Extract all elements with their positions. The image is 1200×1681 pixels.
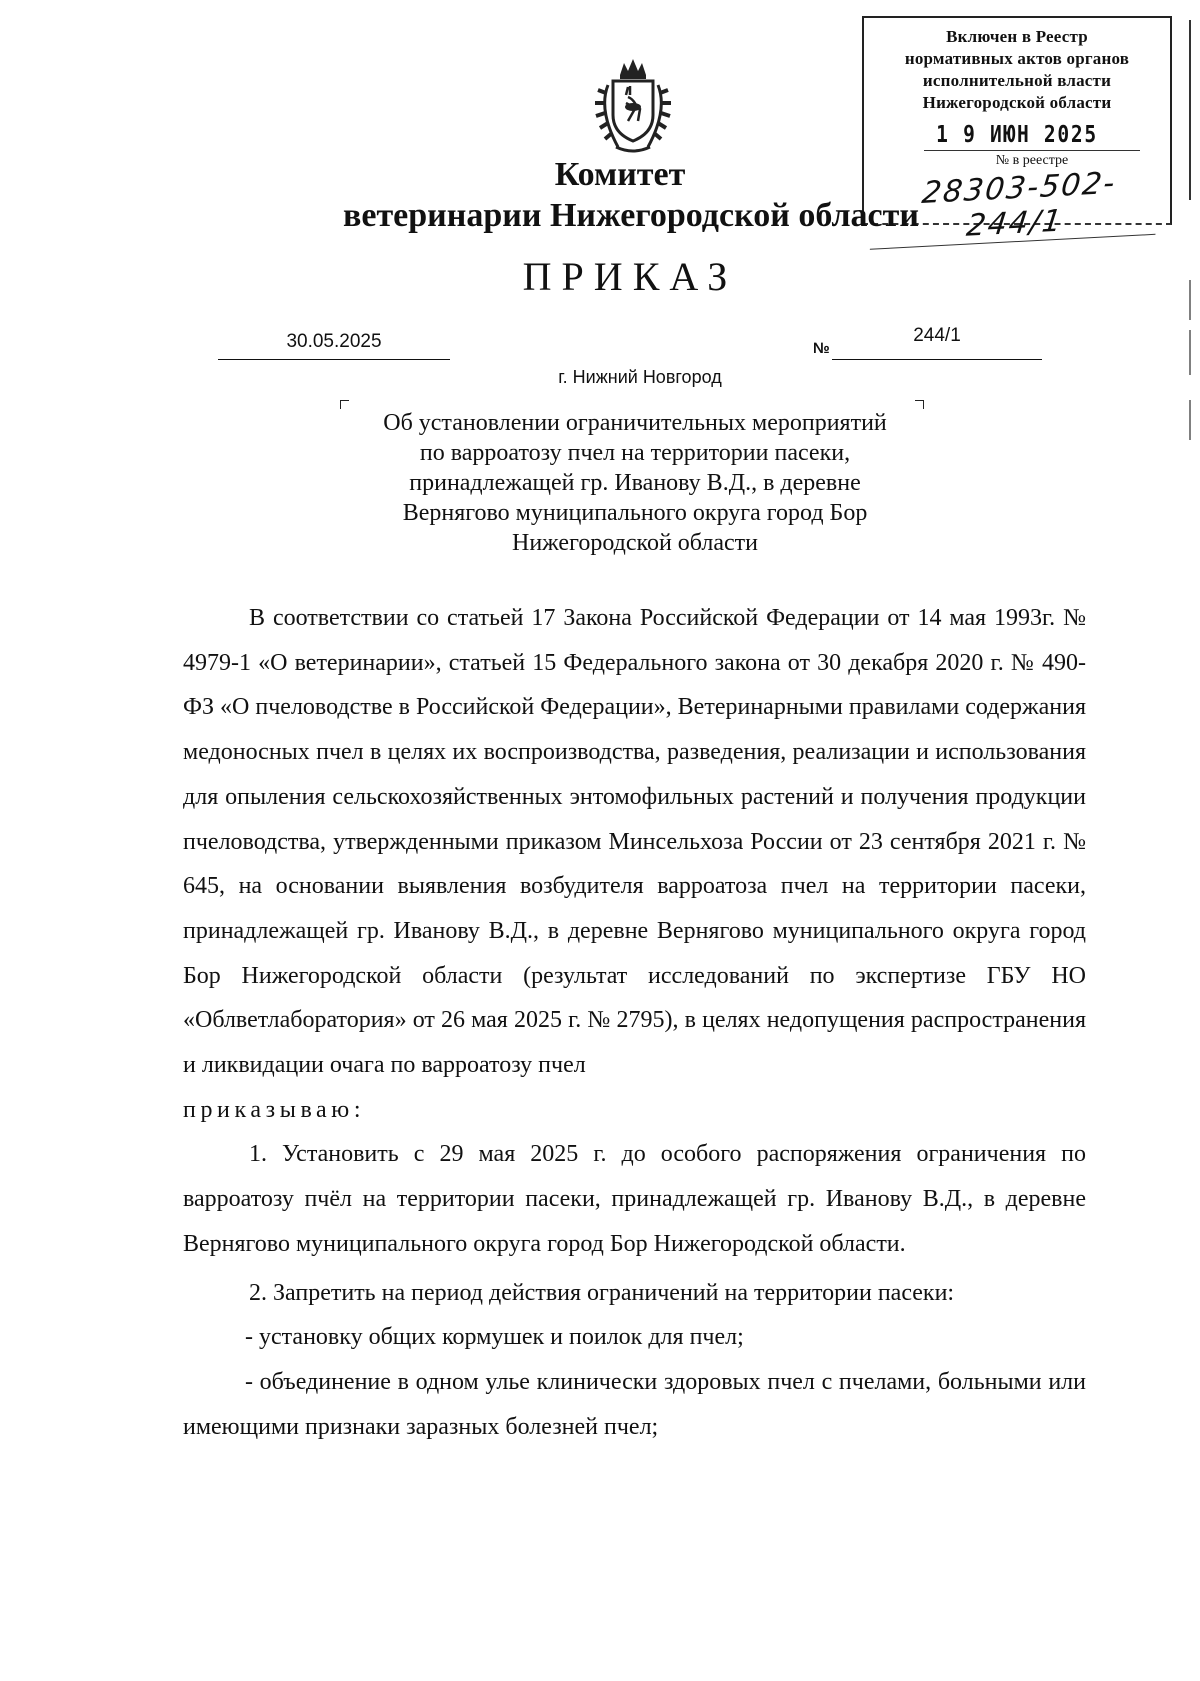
order-subject [340,408,930,558]
stamp-registry-label: № в реестре [924,150,1140,169]
subject-line: по варроатозу пчел на территории пасеки, [419,440,851,466]
subject-line: Вернягово муниципального округа город Бор [402,500,868,526]
stamp-line: исполнительной власти [922,71,1112,90]
subject-line: Нижегородской области [511,530,759,556]
order-body [183,596,1086,1449]
document-title: ПРИКАЗ [522,254,738,299]
order-item-2-sub-1: - установку общих кормушек и поилок для пчел; [245,1324,744,1351]
order-number-label: № [813,340,830,357]
stamp-date: 1 9 ИЮН 2025 [936,122,1098,148]
preamble-paragraph: В соответствии со статьей 17 Закона Российской Федерации от 14 мая 1993г. № 4979-1 «О ветеринарии», статьей 15 Федерального закона от 30 декабря 2020 г. № 490-ФЗ «О пчеловодстве в Российской Федерации», Ветеринарными правилами содержания медоносных пчел в целях их воспроизводства, разведения, реализации и использования для опыления сельскохозяйственных энтомофильных растений и получения продукции пчеловодства, утвержденными приказом Минсельхоза России от 23 сентября 2021 г. № 645, на основании выявления возбудителя варроатоза пчел на территории пасеки, принадлежащей гр. Иванову В.Д., в деревне Вернягово муниципального округа город Бор Нижегородской области (результат исследований по экспертизе ГБУ НО «Облветлаборатория» от 26 мая 2025 г. № 2795), в целях недопущения распространения и ликвидации очага по варроатозу пчел [183,605,1086,1079]
stamp-line: Включен в Реестр [946,27,1088,46]
committee-name-line2: ветеринарии Нижегородской области [343,197,919,234]
coat-of-arms-icon [578,55,688,160]
order-item-2: 2. Запретить на период действия ограничений на территории пасеки: [249,1279,955,1306]
subject-line: принадлежащей гр. Иванову В.Д., в деревне [409,470,861,496]
order-item-1: 1. Установить с 29 мая 2025 г. до особого распоряжения ограничения по варроатозу пчёл на территории пасеки, принадлежащей гр. Иванову В.Д., в деревне Вернягово муниципального округа город Бор Нижегородской области. [183,1141,1086,1257]
stamp-line: нормативных актов органов [904,49,1130,68]
order-item-2-sub-2: - объединение в одном улье клинически здоровых пчел с пчелами, больными или имеющими признаки заразных болезней пчел; [183,1368,1086,1440]
stamp-line: Нижегородской области [922,93,1112,112]
committee-name-line1: Комитет [554,156,686,193]
scan-edge-marks [1188,0,1192,500]
stamp-registry-number: 28303-502-244/1 [870,163,1164,250]
order-city: г. Нижний Новгород [558,367,722,387]
subject-line: Об установлении ограничительных мероприятий [383,410,887,436]
order-word: приказываю: [183,1096,366,1123]
order-date: 30.05.2025 [218,331,450,360]
order-number: 244/1 [832,325,1042,360]
